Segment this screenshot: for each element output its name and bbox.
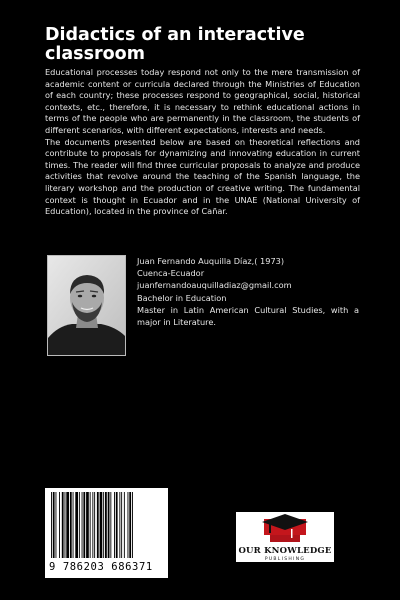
author-degree-master: Master in Latin American Cultural Studies, with a major in Literature. bbox=[137, 304, 359, 328]
author-portrait-image bbox=[48, 256, 125, 355]
barcode-bar bbox=[92, 492, 93, 558]
barcode-bar bbox=[73, 492, 74, 558]
barcode-bar bbox=[59, 492, 60, 558]
author-name: Juan Fernando Auquilla Díaz,( 1973) bbox=[137, 256, 285, 266]
barcode-bar bbox=[97, 492, 99, 558]
barcode-bar bbox=[132, 492, 133, 558]
barcode-bar bbox=[66, 492, 69, 558]
description-paragraph-2: The documents presented below are based on theoretical reflections and contribute to proposals for dynamizing and innovating education in current times. The reader will find three curricular proposals to analyze and produce activities that revolve around the teaching of the Spanish language, the literary workshop and the production of creative writing. The fundamental context is thought in Ecuador and in the UNAE (National University of Education), located in the province of Cañar. bbox=[45, 136, 360, 217]
barcode-bar bbox=[65, 492, 66, 558]
barcode-bar bbox=[70, 492, 72, 558]
barcode-bar bbox=[75, 492, 78, 558]
barcode-bar bbox=[100, 492, 103, 558]
barcode-bar bbox=[121, 492, 122, 558]
barcode-bar bbox=[79, 492, 80, 558]
author-photo bbox=[47, 255, 126, 356]
barcode-bar bbox=[128, 492, 129, 558]
barcode-bar bbox=[110, 492, 111, 558]
author-degree-bachelor: Bachelor in Education bbox=[137, 292, 227, 303]
barcode-bar bbox=[108, 492, 110, 558]
barcode-bar bbox=[86, 492, 89, 558]
barcode-bar bbox=[90, 492, 91, 558]
description-paragraph-1: Educational processes today respond not only to the mere transmission of academic content or curricula declared through the Ministries of Education of each country; these processes respond to geographical, social, historical contexts, etc., therefore, it is necessary to rethink educational actions in terms of the people who are permanently in the classroom, the students of different scenarios, with different expectations, interests and needs. bbox=[45, 67, 360, 135]
barcode-bar bbox=[94, 492, 95, 558]
isbn-digits: 9 786203 686371 bbox=[49, 561, 153, 573]
author-email: juanfernandoauquilladiaz@gmail.com bbox=[137, 280, 292, 291]
barcode-bar bbox=[105, 492, 107, 558]
barcode-bar bbox=[103, 492, 104, 558]
isbn-barcode bbox=[45, 488, 168, 578]
barcode-bar bbox=[114, 492, 115, 558]
book-title: Didactics of an interactive classroom bbox=[45, 25, 305, 64]
barcode-bar bbox=[83, 492, 85, 558]
barcode-bar bbox=[82, 492, 83, 558]
publisher-name: OUR KNOWLEDGE bbox=[238, 546, 332, 556]
barcode-bar bbox=[129, 492, 131, 558]
barcode-bar bbox=[53, 492, 55, 558]
barcode-bar bbox=[119, 492, 120, 558]
barcode-bar bbox=[116, 492, 118, 558]
book-description bbox=[45, 67, 360, 218]
author-location: Cuenca-Ecuador bbox=[137, 268, 205, 279]
barcode-bar bbox=[51, 492, 52, 558]
author-bio bbox=[137, 255, 359, 328]
publisher-logo bbox=[236, 512, 334, 562]
barcode-bar bbox=[124, 492, 125, 558]
barcode-bar bbox=[56, 492, 57, 558]
graduation-cap-icon bbox=[236, 512, 334, 546]
barcode-bars bbox=[45, 488, 168, 560]
barcode-bar bbox=[62, 492, 64, 558]
publisher-subtitle: PUBLISHING bbox=[264, 557, 306, 562]
